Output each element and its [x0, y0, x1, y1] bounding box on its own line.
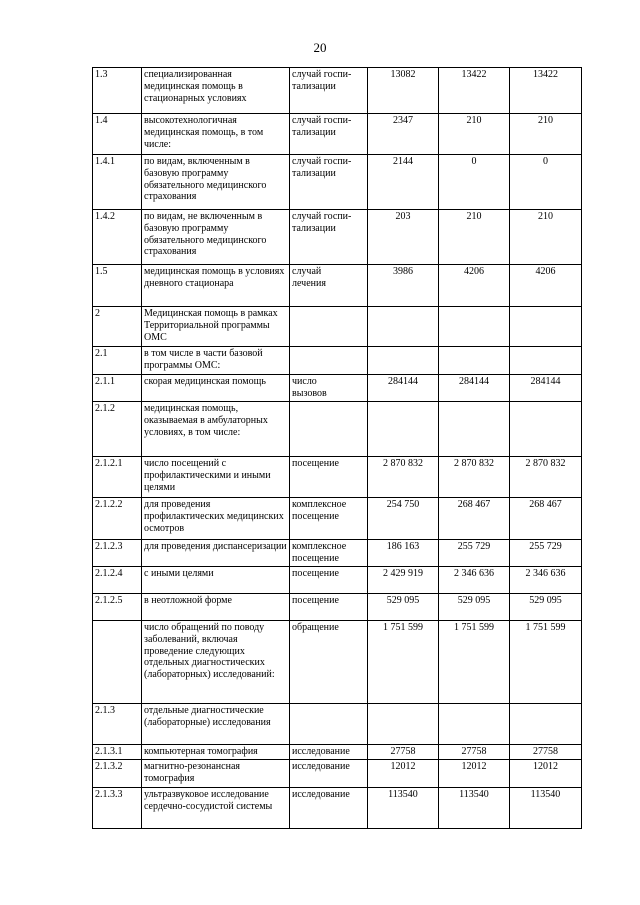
- row-name: магнитно-резонансная томография: [142, 759, 290, 787]
- table-row: [93, 402, 582, 457]
- row-name: для проведения диспансеризации: [142, 540, 290, 567]
- row-unit: исследование: [290, 759, 368, 787]
- row-value-3: 210: [510, 210, 582, 265]
- row-code: 2.1.2.5: [93, 594, 142, 621]
- row-value-2: 210: [439, 114, 510, 155]
- row-name: с иными целями: [142, 567, 290, 594]
- row-value-2: 2 870 832: [439, 457, 510, 498]
- row-value-3: 2 870 832: [510, 457, 582, 498]
- row-value-3: 2 346 636: [510, 567, 582, 594]
- table-row: [93, 498, 582, 540]
- table-row: [93, 759, 582, 787]
- row-unit: число вызовов: [290, 375, 368, 402]
- row-unit: случай госпи- тализации: [290, 68, 368, 114]
- row-value-3: 4206: [510, 265, 582, 307]
- row-unit: [290, 402, 368, 457]
- row-value-2: [439, 402, 510, 457]
- row-code: 2.1.2.2: [93, 498, 142, 540]
- row-value-3: [510, 402, 582, 457]
- row-value-1: 3986: [368, 265, 439, 307]
- row-unit: случай лечения: [290, 265, 368, 307]
- row-unit: случай госпи- тализации: [290, 155, 368, 210]
- row-value-3: 12012: [510, 759, 582, 787]
- row-value-2: 529 095: [439, 594, 510, 621]
- row-value-3: 284144: [510, 375, 582, 402]
- row-value-3: 27758: [510, 745, 582, 760]
- row-unit: [290, 704, 368, 745]
- table-row: [93, 745, 582, 760]
- row-code: 2.1.3.1: [93, 745, 142, 760]
- table-row: [93, 457, 582, 498]
- row-name: компьютерная томография: [142, 745, 290, 760]
- table-row: [93, 155, 582, 210]
- row-value-2: 268 467: [439, 498, 510, 540]
- row-unit: посещение: [290, 567, 368, 594]
- row-value-3: 113540: [510, 787, 582, 828]
- page-number: 20: [313, 40, 327, 55]
- table-body: [93, 68, 582, 829]
- row-code: 1.4: [93, 114, 142, 155]
- row-value-3: [510, 347, 582, 375]
- table-row: [93, 114, 582, 155]
- row-unit: [290, 347, 368, 375]
- table-row: [93, 265, 582, 307]
- row-value-2: 4206: [439, 265, 510, 307]
- row-code: [93, 621, 142, 704]
- row-name: по видам, включенным в базовую программу обязательного медицинского страхования: [142, 155, 290, 210]
- row-value-2: 13422: [439, 68, 510, 114]
- table-row: [93, 787, 582, 828]
- row-value-1: 113540: [368, 787, 439, 828]
- row-name: число посещений с профилактическими и иными целями: [142, 457, 290, 498]
- row-value-1: 27758: [368, 745, 439, 760]
- row-value-1: 2347: [368, 114, 439, 155]
- row-code: 2.1.2: [93, 402, 142, 457]
- row-value-2: 27758: [439, 745, 510, 760]
- row-value-3: 1 751 599: [510, 621, 582, 704]
- row-unit: случай госпи- тализации: [290, 210, 368, 265]
- row-code: 2.1.2.1: [93, 457, 142, 498]
- row-value-3: 529 095: [510, 594, 582, 621]
- row-code: 2.1.2.3: [93, 540, 142, 567]
- row-unit: комплексное посещение: [290, 540, 368, 567]
- row-name: отдельные диагностические (лабораторные) исследования: [142, 704, 290, 745]
- table-row: [93, 68, 582, 114]
- row-value-1: 284144: [368, 375, 439, 402]
- table-row: [93, 210, 582, 265]
- row-unit: исследование: [290, 745, 368, 760]
- row-code: 2: [93, 307, 142, 347]
- row-value-1: 2 429 919: [368, 567, 439, 594]
- row-code: 2.1.2.4: [93, 567, 142, 594]
- table-row: [93, 540, 582, 567]
- row-unit: посещение: [290, 594, 368, 621]
- row-unit: случай госпи- тализации: [290, 114, 368, 155]
- row-code: 1.5: [93, 265, 142, 307]
- table-row: [93, 375, 582, 402]
- row-value-1: 254 750: [368, 498, 439, 540]
- row-name: медицинская помощь, оказываемая в амбулаторных условиях, в том числе:: [142, 402, 290, 457]
- row-value-2: [439, 307, 510, 347]
- row-value-1: 2144: [368, 155, 439, 210]
- data-table: [92, 67, 582, 829]
- row-value-1: 13082: [368, 68, 439, 114]
- table-row: [93, 704, 582, 745]
- row-name: скорая медицинская помощь: [142, 375, 290, 402]
- row-unit: посещение: [290, 457, 368, 498]
- row-value-1: [368, 347, 439, 375]
- row-value-1: 2 870 832: [368, 457, 439, 498]
- row-value-3: [510, 704, 582, 745]
- row-name: специализированная медицинская помощь в стационарных условиях: [142, 68, 290, 114]
- row-name: медицинская помощь в условиях дневного стационара: [142, 265, 290, 307]
- row-code: 1.3: [93, 68, 142, 114]
- row-value-3: 268 467: [510, 498, 582, 540]
- table-row: [93, 347, 582, 375]
- row-value-2: [439, 704, 510, 745]
- row-value-1: 203: [368, 210, 439, 265]
- row-value-1: 1 751 599: [368, 621, 439, 704]
- row-code: 2.1.3: [93, 704, 142, 745]
- row-value-2: 2 346 636: [439, 567, 510, 594]
- row-value-2: 0: [439, 155, 510, 210]
- row-unit: комплексное посещение: [290, 498, 368, 540]
- row-name: по видам, не включенным в базовую программу обязательного медицинского страхования: [142, 210, 290, 265]
- row-value-2: 255 729: [439, 540, 510, 567]
- row-unit: обращение: [290, 621, 368, 704]
- row-value-3: [510, 307, 582, 347]
- row-name: для проведения профилактических медицинских осмотров: [142, 498, 290, 540]
- row-name: Медицинская помощь в рамках Территориальной программы ОМС: [142, 307, 290, 347]
- row-code: 1.4.2: [93, 210, 142, 265]
- row-unit: [290, 307, 368, 347]
- row-value-2: 12012: [439, 759, 510, 787]
- row-name: в том числе в части базовой программы ОМС:: [142, 347, 290, 375]
- row-value-1: 529 095: [368, 594, 439, 621]
- row-value-2: 210: [439, 210, 510, 265]
- row-value-3: 0: [510, 155, 582, 210]
- row-code: 2.1.3.3: [93, 787, 142, 828]
- row-name: ультразвуковое исследование сердечно-сосудистой системы: [142, 787, 290, 828]
- row-value-1: 186 163: [368, 540, 439, 567]
- row-code: 1.4.1: [93, 155, 142, 210]
- row-value-1: [368, 307, 439, 347]
- row-value-2: 1 751 599: [439, 621, 510, 704]
- row-value-3: 210: [510, 114, 582, 155]
- row-name: высокотехнологичная медицинская помощь, в том числе:: [142, 114, 290, 155]
- row-code: 2.1.3.2: [93, 759, 142, 787]
- table-row: [93, 307, 582, 347]
- row-value-3: 13422: [510, 68, 582, 114]
- row-value-2: 113540: [439, 787, 510, 828]
- row-value-1: [368, 402, 439, 457]
- row-unit: исследование: [290, 787, 368, 828]
- row-code: 2.1.1: [93, 375, 142, 402]
- table-row: [93, 594, 582, 621]
- row-value-3: 255 729: [510, 540, 582, 567]
- row-code: 2.1: [93, 347, 142, 375]
- row-name: число обращений по поводу заболеваний, включая проведение следующих отдельных диагностических (лабораторных) исследований:: [142, 621, 290, 704]
- row-value-2: [439, 347, 510, 375]
- row-value-2: 284144: [439, 375, 510, 402]
- row-name: в неотложной форме: [142, 594, 290, 621]
- table-row: [93, 567, 582, 594]
- row-value-1: 12012: [368, 759, 439, 787]
- row-value-1: [368, 704, 439, 745]
- table-row: [93, 621, 582, 704]
